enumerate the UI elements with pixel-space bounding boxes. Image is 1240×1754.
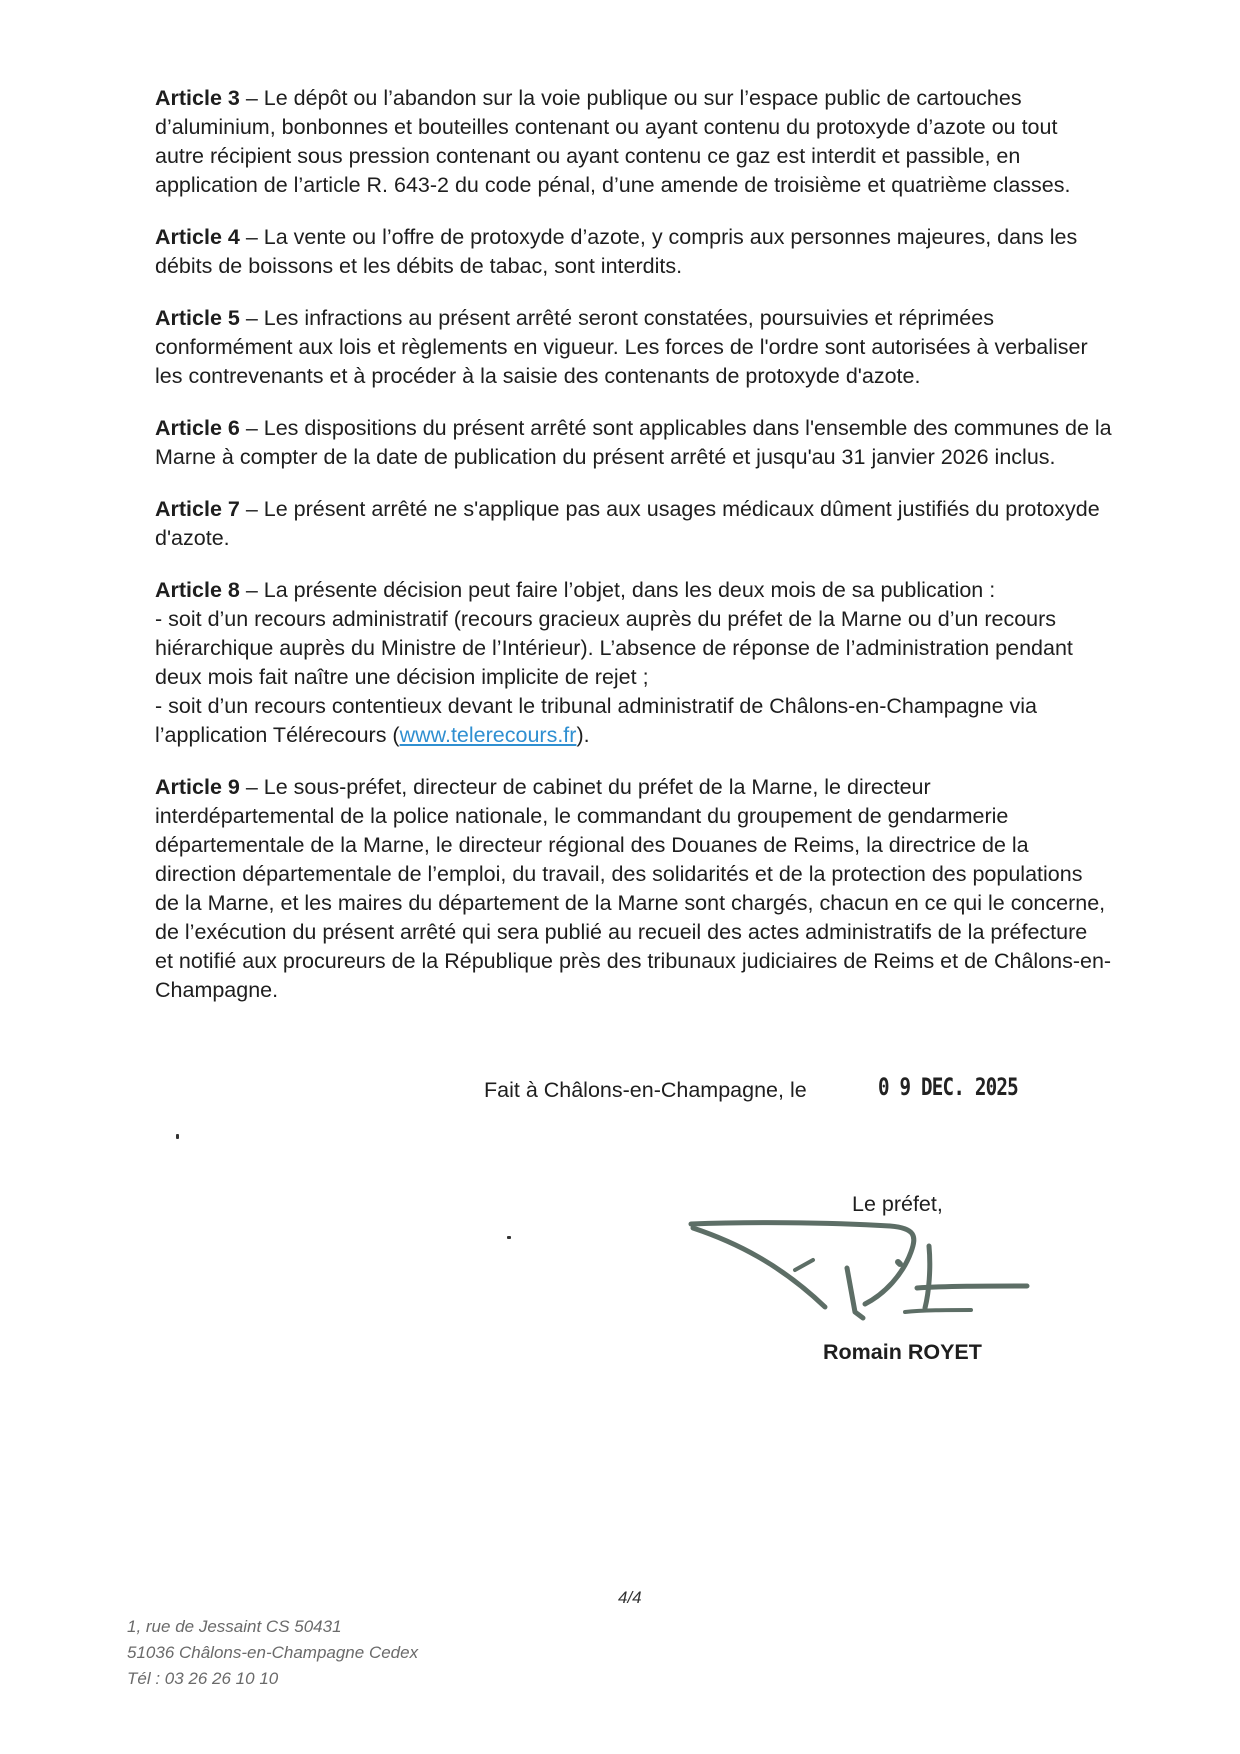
scan-speck [507, 1236, 511, 1239]
handwritten-signature-icon [685, 1212, 1030, 1322]
date-stamp: 0 9 DEC. 2025 [878, 1073, 1018, 1101]
article-line: - soit d’un recours contentieux devant le tribunal administratif de Châlons-en-Champagne via [155, 694, 1037, 718]
article-7 [155, 495, 1150, 553]
footer-address-line: 1, rue de Jessaint CS 50431 [127, 1617, 342, 1636]
page-number: 4/4 [618, 1588, 642, 1607]
article-line: - soit d’un recours administratif (recours gracieux auprès du préfet de la Marne ou d’un recours [155, 607, 1057, 631]
article-line: départementale de la Marne, le directeur régional des Douanes de Reims, la directrice de la [155, 833, 1029, 857]
article-line: – Les dispositions du présent arrêté sont applicables dans l'ensemble des communes de la [239, 416, 1112, 440]
article-line: – Le sous-préfet, directeur de cabinet du préfet de la Marne, le directeur [239, 775, 931, 799]
article-label: Article 9 [155, 775, 240, 799]
article-5 [155, 304, 1150, 391]
article-line: les contrevenants et à procéder à la saisie des contenants de protoxyde d'azote. [155, 364, 921, 388]
article-line: – La présente décision peut faire l’objet, dans les deux mois de sa publication : [239, 578, 996, 602]
article-line [155, 721, 1150, 750]
footer-phone: Tél : 03 26 26 10 10 [127, 1669, 279, 1688]
article-label: Article 3 [155, 86, 240, 110]
article-line: – Le présent arrêté ne s'applique pas aux usages médicaux dûment justifiés du protoxyde [239, 497, 1100, 521]
article-line: application de l’article R. 643-2 du code pénal, d’une amende de troisième et quatrième classes. [155, 173, 1071, 197]
telerecours-link[interactable]: www.telerecours.fr [399, 723, 577, 747]
article-line: de la Marne, et les maires du département de la Marne sont chargés, chacun en ce qui le concerne, [155, 891, 1106, 915]
article-line: – Le dépôt ou l’abandon sur la voie publique ou sur l’espace public de cartouches [239, 86, 1022, 110]
article-line: Marne à compter de la date de publication du présent arrêté et jusqu'au 31 janvier 2026 inclus. [155, 445, 1056, 469]
article-line: autre récipient sous pression contenant ou ayant contenu ce gaz est interdit et passible, en [155, 144, 1021, 168]
article-line: d’aluminium, bonbonnes et bouteilles contenant ou ayant contenu du protoxyde d’azote ou tout [155, 115, 1058, 139]
article-line: interdépartemental de la police nationale, le commandant du groupement de gendarmerie [155, 804, 1009, 828]
place-and-date-label: Fait à Châlons-en-Champagne, le [484, 1078, 807, 1102]
signatory-title: Le préfet, [852, 1192, 943, 1216]
article-line: hiérarchique auprès du Ministre de l’Intérieur). L’absence de réponse de l’administration pendant [155, 636, 1073, 660]
article-line: deux mois fait naître une décision implicite de rejet ; [155, 665, 649, 689]
article-line: conformément aux lois et règlements en vigueur. Les forces de l'ordre sont autorisées à verbaliser [155, 335, 1088, 359]
article-8 [155, 576, 1150, 750]
article-6 [155, 414, 1150, 472]
article-9 [155, 773, 1150, 1005]
signatory-name: Romain ROYET [823, 1340, 982, 1364]
article-label: Article 8 [155, 578, 240, 602]
article-line: et notifié aux procureurs de la République près des tribunaux judiciaires de Reims et de Châlons-en- [155, 949, 1112, 973]
article-line-prefix: l’application Télérecours ( [155, 723, 400, 747]
article-4 [155, 223, 1150, 281]
article-line: – La vente ou l’offre de protoxyde d’azote, y compris aux personnes majeures, dans les [239, 225, 1078, 249]
scan-speck [176, 1134, 179, 1139]
article-line: d'azote. [155, 526, 230, 550]
article-line: de l’exécution du présent arrêté qui sera publié au recueil des actes administratifs de la préfecture [155, 920, 1088, 944]
article-line: Champagne. [155, 978, 279, 1002]
footer-address-line: 51036 Châlons-en-Champagne Cedex [127, 1643, 419, 1662]
article-line: débits de boissons et les débits de tabac, sont interdits. [155, 254, 683, 278]
article-label: Article 7 [155, 497, 240, 521]
article-3 [155, 84, 1150, 200]
article-label: Article 4 [155, 225, 240, 249]
article-line-suffix: ). [576, 723, 590, 747]
article-line: – Les infractions au présent arrêté seront constatées, poursuivies et réprimées [239, 306, 994, 330]
document-body [155, 84, 1150, 1028]
article-label: Article 5 [155, 306, 240, 330]
article-label: Article 6 [155, 416, 240, 440]
footer-address [127, 1614, 418, 1692]
article-line: direction départementale de l’emploi, du travail, des solidarités et de la protection des populations [155, 862, 1083, 886]
